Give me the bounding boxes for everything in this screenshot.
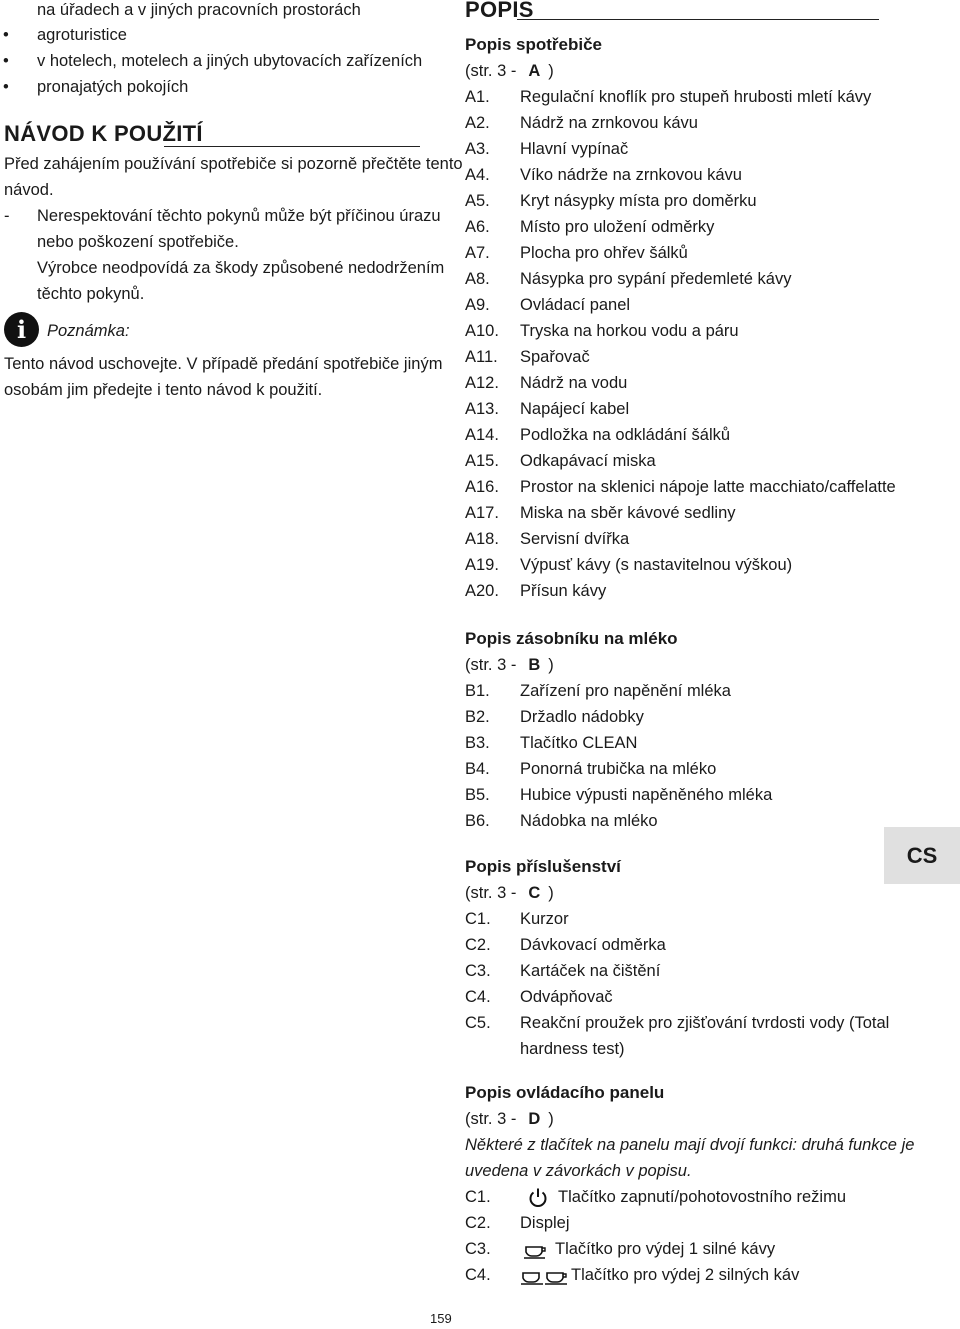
list-item [465,191,880,213]
list-item [465,681,880,703]
item-number: A13. [465,400,499,418]
ref-prefix: (str. 3 - [465,1110,517,1128]
item-number: C4. [465,1266,491,1284]
item-number: A6. [465,218,490,236]
ref-prefix: (str. 3 - [465,884,517,902]
item-number: B3. [465,734,490,752]
item-number: C4. [465,988,491,1006]
list-item [465,529,880,551]
item-text: Přísun kávy [520,582,607,600]
list-item [465,425,880,447]
dash-item-line: nebo poškození spotřebiče. [37,233,239,251]
item-text: Držadlo nádobky [520,708,644,726]
item-number: A12. [465,374,499,392]
section-heading: NÁVOD K POUŽITÍ [4,121,203,146]
list-item [465,759,880,781]
list-item [465,1013,890,1035]
item-text: Servisní dvířka [520,530,630,548]
list-item [465,243,880,265]
item-number: A1. [465,88,490,106]
bullet-item: • v hotelech, motelech a jiných ubytovacích zařízeních [37,51,422,71]
item-number: A15. [465,452,499,470]
note-text-line: osobám jim předejte i tento návod k použití. [4,381,323,399]
list-item [465,581,880,603]
item-text: Tryska na horkou vodu a páru [520,322,739,340]
item-text: Tlačítko pro výdej 2 silných káv [571,1266,800,1284]
item-text: Hlavní vypínač [520,140,629,158]
item-text: Víko nádrže na zrnkovou kávu [520,166,742,184]
item-number: A14. [465,426,499,444]
dash-item-line: Nerespektování těchto pokynů může být příčinou úrazu [37,207,441,225]
ref-suffix: ) [548,884,554,902]
dash-marker: - [4,207,10,225]
item-text: Odvápňovač [520,988,613,1006]
item-number: C1. [465,910,491,928]
item-text: Kurzor [520,910,569,928]
bullet-item: • agroturistice [37,25,127,45]
item-text: Nádobka na mléko [520,812,658,830]
item-text: Hubice výpusti napěněného mléka [520,786,773,804]
language-tab: CS [884,827,960,884]
item-number: A20. [465,582,499,600]
ref-letter: D [528,1110,541,1128]
list-item [465,373,880,395]
ref-suffix: ) [548,656,554,674]
item-text: Tlačítko zapnutí/pohotovostního režimu [558,1188,846,1206]
list-item [465,811,880,833]
item-text: Kartáček na čištění [520,962,661,980]
item-text: Miska na sběr kávové sedliny [520,504,736,522]
item-number: A18. [465,530,499,548]
item-number: A7. [465,244,490,262]
list-item [465,909,880,931]
list-item [465,707,880,729]
list-item [465,321,880,343]
ref-suffix: ) [548,62,554,80]
item-number: A19. [465,556,499,574]
item-number: B4. [465,760,490,778]
ref-letter: B [528,656,541,674]
item-number: A4. [465,166,490,184]
item-text: Napájecí kabel [520,400,630,418]
note-text-line: Tento návod uschovejte. V případě předání spotřebiče jiným [4,355,443,373]
item-number: A8. [465,270,490,288]
item-text: Nádrž na zrnkovou kávu [520,114,698,132]
item-number: C3. [465,962,491,980]
list-item [465,1239,880,1261]
ref-suffix: ) [548,1110,554,1128]
paragraph-line: těchto pokynů. [37,285,145,303]
item-number: A2. [465,114,490,132]
ref-prefix: (str. 3 - [465,62,517,80]
item-text: Displej [520,1214,570,1232]
item-number: A3. [465,140,490,158]
list-item [465,451,880,473]
one-cup-icon [523,1239,549,1266]
item-text: Ovládací panel [520,296,631,314]
list-item [465,295,880,317]
item-number: B2. [465,708,490,726]
list-item [465,961,880,983]
item-text: Nádrž na vodu [520,374,628,392]
ref-letter: C [528,884,541,902]
item-number: C3. [465,1240,491,1258]
list-item [465,87,880,109]
note-label: Poznámka: [47,322,130,340]
page-reference [465,61,554,81]
info-icon: i [4,312,39,347]
paragraph-line: Výrobce neodpovídá za škody způsobené nedodržením [37,259,445,277]
power-icon [527,1187,549,1214]
page-reference [465,655,554,675]
item-text: Výpusť kávy (s nastavitelnou výškou) [520,556,793,574]
item-text: hardness test) [520,1040,625,1058]
list-item [465,733,880,755]
item-text: Kryt násypky místa pro doměrku [520,192,757,210]
heading-rule [164,146,420,147]
item-number: C2. [465,936,491,954]
item-text: Podložka na odkládání šálků [520,426,731,444]
list-item [465,935,880,957]
list-item [465,987,880,1009]
subsection-title: Popis spotřebiče [465,35,602,54]
subsection-title: Popis ovládacího panelu [465,1083,665,1102]
list-item [465,1187,880,1209]
item-number: B6. [465,812,490,830]
section-heading: POPIS [465,0,534,22]
item-text: Tlačítko CLEAN [520,734,638,752]
item-number: B1. [465,682,490,700]
ref-prefix: (str. 3 - [465,656,517,674]
list-item [465,1039,880,1061]
item-text: Prostor na sklenici nápoje latte macchiato/caffelatte [520,478,896,496]
intro-line: na úřadech a v jiných pracovních prostorách [37,1,361,19]
item-number: C2. [465,1214,491,1232]
list-item [465,217,880,239]
item-text: Dávkovací odměrka [520,936,666,954]
list-item [465,785,880,807]
item-text: Místo pro uložení odměrky [520,218,715,236]
item-text: Zařízení pro napěnění mléka [520,682,731,700]
item-text: Plocha pro ohřev šálků [520,244,688,262]
ref-letter: A [528,62,541,80]
list-item [465,347,880,369]
list-item [465,1213,880,1235]
bullet-item: • pronajatých pokojích [37,77,188,97]
paragraph-line: návod. [4,181,54,199]
item-number: A16. [465,478,499,496]
list-item [465,1265,880,1287]
two-cups-icon [521,1265,573,1292]
page-reference [465,1109,554,1129]
item-text: Odkapávací miska [520,452,656,470]
subsection-title: Popis zásobníku na mléko [465,629,678,648]
item-text: Regulační knoflík pro stupeň hrubosti mletí kávy [520,88,872,106]
section-intro-line: Některé z tlačítek na panelu mají dvojí funkci: druhá funkce je [465,1136,915,1154]
item-number: A17. [465,504,499,522]
page-number: 159 [430,1311,452,1326]
page-reference [465,883,554,903]
item-number: A11. [465,348,498,366]
list-item [465,399,880,421]
list-item [465,555,880,577]
item-text: Ponorná trubička na mléko [520,760,717,778]
paragraph-line: Před zahájením používání spotřebiče si pozorně přečtěte tento [4,155,463,173]
heading-rule [517,19,879,20]
item-text: Násypka pro sypání předemleté kávy [520,270,792,288]
list-item [465,165,880,187]
list-item [465,113,880,135]
item-text: Reakční proužek pro zjišťování tvrdosti vody (Total [520,1014,890,1032]
list-item [465,477,896,499]
item-text: Spařovač [520,348,590,366]
item-number: A9. [465,296,490,314]
list-item [465,503,880,525]
section-intro-line: uvedena v závorkách v popisu. [465,1162,692,1180]
subsection-title: Popis příslušenství [465,857,621,876]
item-number: C5. [465,1014,491,1032]
item-number: A10. [465,322,499,340]
item-text: Tlačítko pro výdej 1 silné kávy [555,1240,776,1258]
item-number: A5. [465,192,490,210]
item-number: B5. [465,786,490,804]
item-number: C1. [465,1188,491,1206]
list-item [465,269,880,291]
list-item [465,139,880,161]
